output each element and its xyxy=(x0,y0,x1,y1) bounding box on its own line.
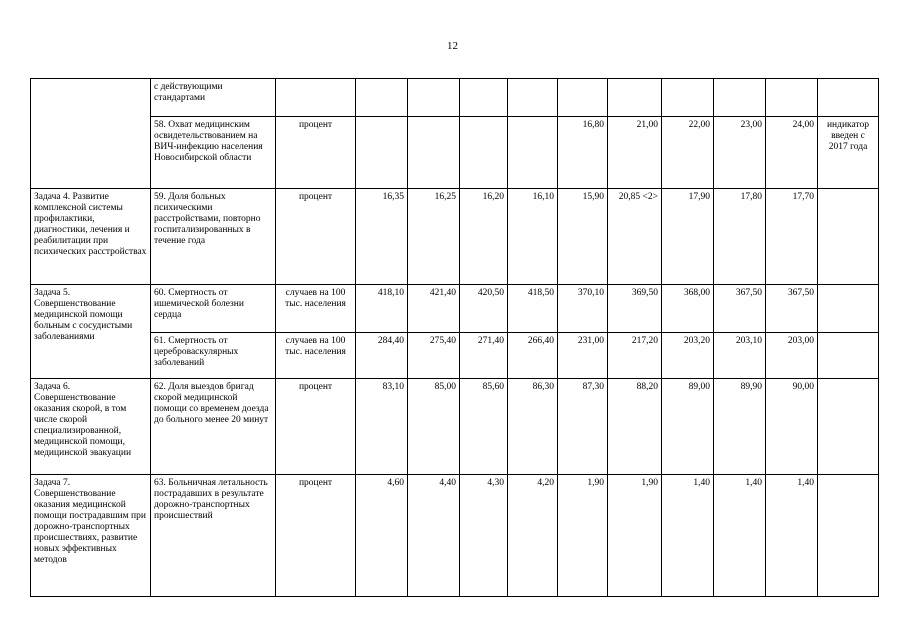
table-row xyxy=(31,475,879,597)
value-cell: 369,50 xyxy=(608,285,662,333)
value-cell: 85,00 xyxy=(408,379,460,475)
task-cell: Задача 7. Совершенствование оказания медицинской помощи пострадавшим при дорожно-транспортных происшествиях, развитие новых эффективных методов xyxy=(31,475,151,597)
indicators-table xyxy=(30,78,879,597)
note-cell xyxy=(818,79,879,117)
value-cell: 88,20 xyxy=(608,379,662,475)
task-cell: Задача 5. Совершенствование медицинской помощи больным с сосудистыми заболеваниями xyxy=(31,285,151,379)
value-cell xyxy=(460,117,508,189)
value-cell: 16,20 xyxy=(460,189,508,285)
value-cell xyxy=(356,117,408,189)
value-cell: 1,90 xyxy=(558,475,608,597)
value-cell: 203,10 xyxy=(714,333,766,379)
value-cell: 85,60 xyxy=(460,379,508,475)
value-cell: 83,10 xyxy=(356,379,408,475)
value-cell: 89,90 xyxy=(714,379,766,475)
value-cell: 16,25 xyxy=(408,189,460,285)
value-cell: 17,90 xyxy=(662,189,714,285)
value-cell: 421,40 xyxy=(408,285,460,333)
value-cell: 90,00 xyxy=(766,379,818,475)
value-cell: 89,00 xyxy=(662,379,714,475)
note-cell xyxy=(818,189,879,285)
value-cell: 16,35 xyxy=(356,189,408,285)
value-cell: 284,40 xyxy=(356,333,408,379)
value-cell: 203,20 xyxy=(662,333,714,379)
indicator-cell: 63. Больничная летальность пострадавших в результате дорожно-транспортных происшествий xyxy=(151,475,276,597)
value-cell: 420,50 xyxy=(460,285,508,333)
value-cell xyxy=(508,117,558,189)
value-cell: 275,40 xyxy=(408,333,460,379)
value-cell xyxy=(508,79,558,117)
value-cell xyxy=(662,79,714,117)
value-cell: 370,10 xyxy=(558,285,608,333)
indicator-cell: 62. Доля выездов бригад скорой медицинской помощи со временем доезда до больного менее 20 минут xyxy=(151,379,276,475)
value-cell xyxy=(460,79,508,117)
value-cell xyxy=(558,79,608,117)
unit-cell: случаев на 100 тыс. населения xyxy=(276,333,356,379)
value-cell: 4,60 xyxy=(356,475,408,597)
value-cell: 4,30 xyxy=(460,475,508,597)
table-row xyxy=(31,333,879,379)
value-cell: 203,00 xyxy=(766,333,818,379)
unit-cell: процент xyxy=(276,379,356,475)
value-cell: 4,20 xyxy=(508,475,558,597)
value-cell: 1,40 xyxy=(714,475,766,597)
indicator-cell: 58. Охват медицинским освидетельствованием на ВИЧ-инфекцию населения Новосибирской области xyxy=(151,117,276,189)
value-cell: 23,00 xyxy=(714,117,766,189)
value-cell: 217,20 xyxy=(608,333,662,379)
value-cell: 20,85 <2> xyxy=(608,189,662,285)
value-cell: 418,10 xyxy=(356,285,408,333)
value-cell: 1,40 xyxy=(766,475,818,597)
value-cell: 271,40 xyxy=(460,333,508,379)
task-cell: Задача 6. Совершенствование оказания скорой, в том числе скорой специализированной, медицинской помощи, медицинской эвакуации xyxy=(31,379,151,475)
unit-cell: процент xyxy=(276,117,356,189)
value-cell: 16,10 xyxy=(508,189,558,285)
note-cell xyxy=(818,475,879,597)
value-cell xyxy=(408,117,460,189)
note-cell xyxy=(818,333,879,379)
value-cell: 1,40 xyxy=(662,475,714,597)
value-cell: 17,70 xyxy=(766,189,818,285)
value-cell xyxy=(766,79,818,117)
unit-cell: случаев на 100 тыс. населения xyxy=(276,285,356,333)
task-cell xyxy=(31,79,151,189)
indicator-cell: 59. Доля больных психическими расстройствами, повторно госпитализированных в течение года xyxy=(151,189,276,285)
value-cell: 17,80 xyxy=(714,189,766,285)
task-cell: Задача 4. Развитие комплексной системы профилактики, диагностики, лечения и реабилитации при психических расстройствах xyxy=(31,189,151,285)
unit-cell: процент xyxy=(276,475,356,597)
note-cell xyxy=(818,285,879,333)
unit-cell xyxy=(276,79,356,117)
table-row xyxy=(31,117,879,189)
value-cell: 266,40 xyxy=(508,333,558,379)
value-cell: 231,00 xyxy=(558,333,608,379)
table-row xyxy=(31,189,879,285)
value-cell: 4,40 xyxy=(408,475,460,597)
value-cell xyxy=(408,79,460,117)
table-row xyxy=(31,379,879,475)
indicator-cell: 61. Смертность от цереброваскулярных заболеваний xyxy=(151,333,276,379)
value-cell: 22,00 xyxy=(662,117,714,189)
table-row xyxy=(31,285,879,333)
value-cell: 21,00 xyxy=(608,117,662,189)
value-cell xyxy=(714,79,766,117)
page-number: 12 xyxy=(447,40,458,52)
value-cell xyxy=(608,79,662,117)
value-cell: 86,30 xyxy=(508,379,558,475)
indicator-cell: 60. Смертность от ишемической болезни сердца xyxy=(151,285,276,333)
note-cell: индикатор введен с 2017 года xyxy=(818,117,879,189)
unit-cell: процент xyxy=(276,189,356,285)
value-cell: 24,00 xyxy=(766,117,818,189)
value-cell: 418,50 xyxy=(508,285,558,333)
value-cell xyxy=(356,79,408,117)
value-cell: 367,50 xyxy=(714,285,766,333)
indicator-cell: с действующими стандартами xyxy=(151,79,276,117)
table-row xyxy=(31,79,879,117)
note-cell xyxy=(818,379,879,475)
value-cell: 16,80 xyxy=(558,117,608,189)
value-cell: 15,90 xyxy=(558,189,608,285)
value-cell: 87,30 xyxy=(558,379,608,475)
value-cell: 367,50 xyxy=(766,285,818,333)
value-cell: 368,00 xyxy=(662,285,714,333)
value-cell: 1,90 xyxy=(608,475,662,597)
